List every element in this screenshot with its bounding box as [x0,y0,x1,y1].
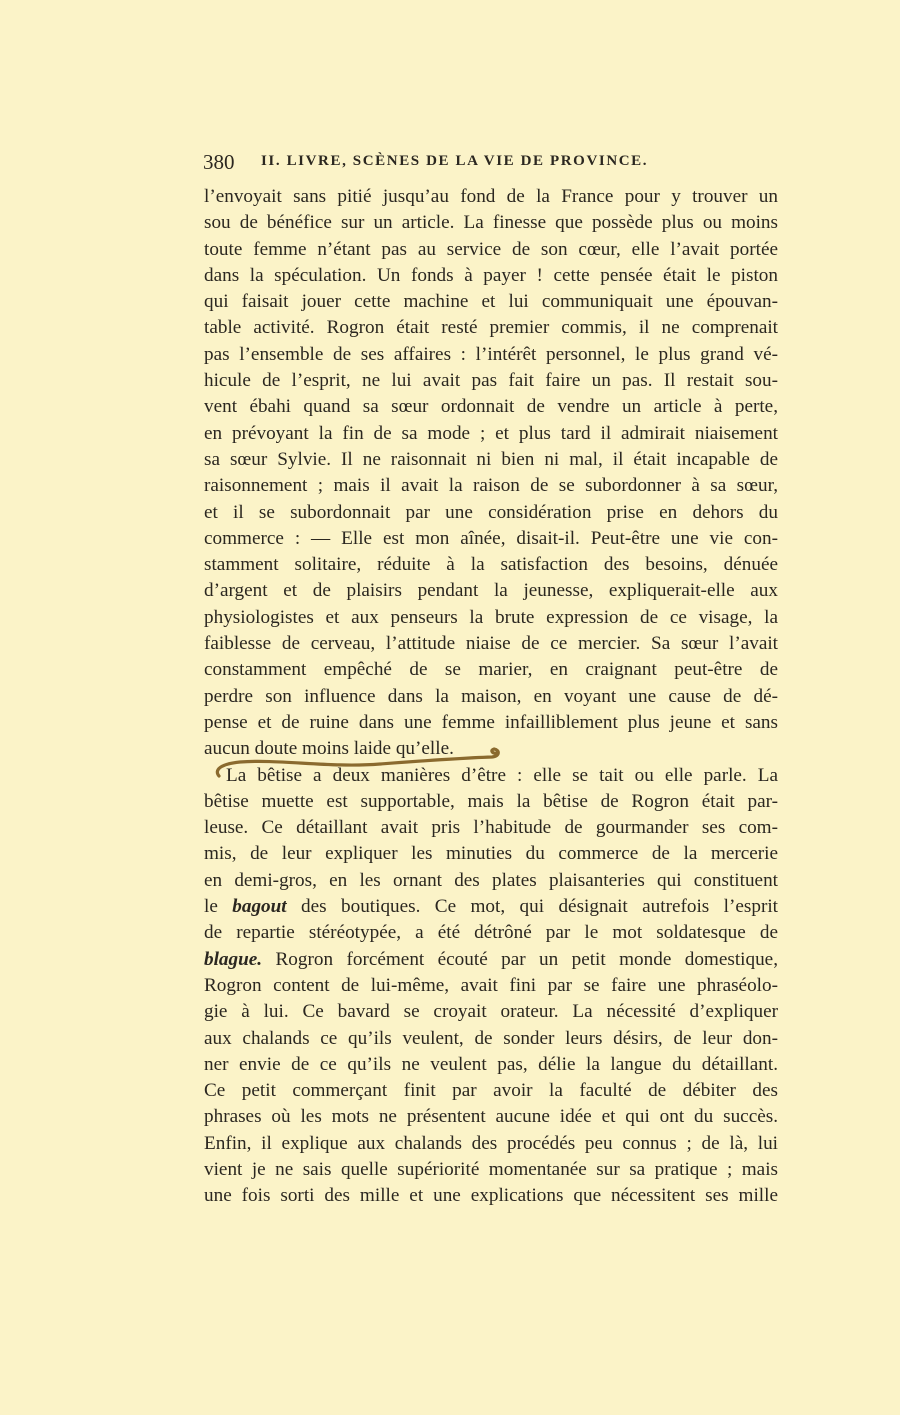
text-line [204,368,778,394]
text-segment: Enfin, il explique aux chalands des procédés peu connus ; de là, lui [204,1132,778,1154]
text-line [204,526,778,552]
text-line [204,1104,778,1130]
text-segment: hicule de l’esprit, ne lui avait pas fait faire un pas. Il restait sou- [204,370,778,392]
italic-term: bagout [232,896,287,918]
text-line [204,789,778,815]
running-title: II. LIVRE, SCÈNES DE LA VIE DE PROVINCE. [261,153,649,169]
text-segment: aux chalands ce qu’ils veulent, de sonder leurs désirs, de leur don- [204,1027,778,1049]
page-number: 380 [203,150,235,174]
text-line [204,473,778,499]
text-segment: en prévoyant la fin de sa mode ; et plus tard il admirait niaisement [204,422,778,444]
text-line [204,289,778,315]
text-line [204,184,778,210]
text-segment: dans la spéculation. Un fonds à payer ! cette pensée était le piston [204,264,778,286]
text-line [204,342,778,368]
running-header [203,150,783,178]
text-line [204,1026,778,1052]
text-segment: Rogron content de lui-même, avait fini par se faire une phraséolo- [204,974,778,996]
text-segment: aucun doute moins laide qu’elle. [204,738,454,760]
text-segment: leuse. Ce détaillant avait pris l’habitude de gourmander ses com- [204,817,778,839]
text-segment: raisonnement ; mais il avait la raison de se subordonner à sa sœur, [204,475,778,497]
text-segment: mis, de leur expliquer les minuties du commerce de la mercerie [204,843,778,865]
text-segment: bêtise muette est supportable, mais la bêtise de Rogron était par- [204,790,778,812]
text-line [204,973,778,999]
text-segment: de repartie stéréotypée, a été détrôné par le mot soldatesque de [204,922,778,944]
body-text [204,184,778,1210]
text-line [204,999,778,1025]
text-line [204,210,778,236]
text-segment: qui faisait jouer cette machine et lui communiquait une épouvan- [204,291,778,313]
text-line [204,237,778,263]
text-segment: et il se subordonnait par une considération prise en dehors du [204,501,778,523]
text-line [204,868,778,894]
text-segment: physiologistes et aux penseurs la brute expression de ce visage, la [204,606,778,628]
text-segment: l’envoyait sans pitié jusqu’au fond de la France pour y trouver un [204,186,778,207]
text-segment: pense et de ruine dans une femme infailliblement plus jeune et sans [204,711,778,733]
text-segment: en demi-gros, en les ornant des plates plaisanteries qui constituent [204,869,778,891]
text-line [204,263,778,289]
text-segment: constamment empêché de se marier, en craignant peut-être de [204,659,778,681]
text-line [204,552,778,578]
text-line [204,736,778,762]
text-segment: toute femme n’étant pas au service de son cœur, elle l’avait portée [204,238,778,260]
text-line [204,394,778,420]
text-line [204,920,778,946]
text-line [204,947,778,973]
text-segment: d’argent et de plaisirs pendant la jeunesse, expliquerait-elle aux [204,580,778,602]
text-segment: vient je ne sais quelle supériorité momentanée sur sa pratique ; mais [204,1158,778,1180]
text-line [204,605,778,631]
text-line [204,1052,778,1078]
text-segment: stamment solitaire, réduite à la satisfaction des besoins, dénuée [204,554,778,576]
text-line [204,763,778,789]
text-segment: gie à lui. Ce bavard se croyait orateur. La nécessité d’expliquer [204,1001,778,1023]
text-line [204,841,778,867]
text-line [204,684,778,710]
text-line [204,894,778,920]
text-segment: table activité. Rogron était resté premier commis, il ne comprenait [204,317,778,339]
text-segment: ner envie de ce qu’ils ne veulent pas, délie la langue du détaillant. [204,1053,778,1075]
text-line [204,315,778,341]
text-segment: pas l’ensemble de ses affaires : l’intérêt personnel, le plus grand vé- [204,343,778,365]
text-line [204,1078,778,1104]
text-line [204,815,778,841]
text-segment: vent ébahi quand sa sœur ordonnait de vendre un article à perte, [204,396,778,418]
text-segment: faiblesse de cerveau, l’attitude niaise de ce mercier. Sa sœur l’avait [204,633,778,655]
text-line [204,500,778,526]
text-segment: commerce : — Elle est mon aînée, disait-il. Peut-être une vie con- [204,527,778,549]
text-segment: phrases où les mots ne présentent aucune idée et qui ont du succès. [204,1106,778,1128]
text-line [204,578,778,604]
text-line [204,447,778,473]
text-segment: Rogron forcément écouté par un petit monde domestique, [262,948,778,970]
italic-term: blague. [204,948,263,970]
text-line [204,1131,778,1157]
text-line [204,631,778,657]
text-segment: perdre son influence dans la maison, en voyant une cause de dé- [204,685,778,707]
text-segment: une fois sorti des mille et une explications que nécessitent ses mille [204,1185,778,1207]
text-line [204,657,778,683]
text-segment: le [204,896,233,918]
text-segment: des boutiques. Ce mot, qui désignait autrefois l’esprit [286,896,778,918]
text-line [204,1157,778,1183]
text-segment: Ce petit commerçant finit par avoir la faculté de débiter des [204,1080,778,1102]
text-line [204,1183,778,1209]
text-segment: sou de bénéfice sur un article. La finesse que possède plus ou moins [204,212,778,234]
text-segment: sa sœur Sylvie. Il ne raisonnait ni bien ni mal, il était incapable de [204,448,778,470]
text-segment: La bêtise a deux manières d’être : elle se tait ou elle parle. La [226,764,778,786]
text-line [204,421,778,447]
text-line [204,710,778,736]
